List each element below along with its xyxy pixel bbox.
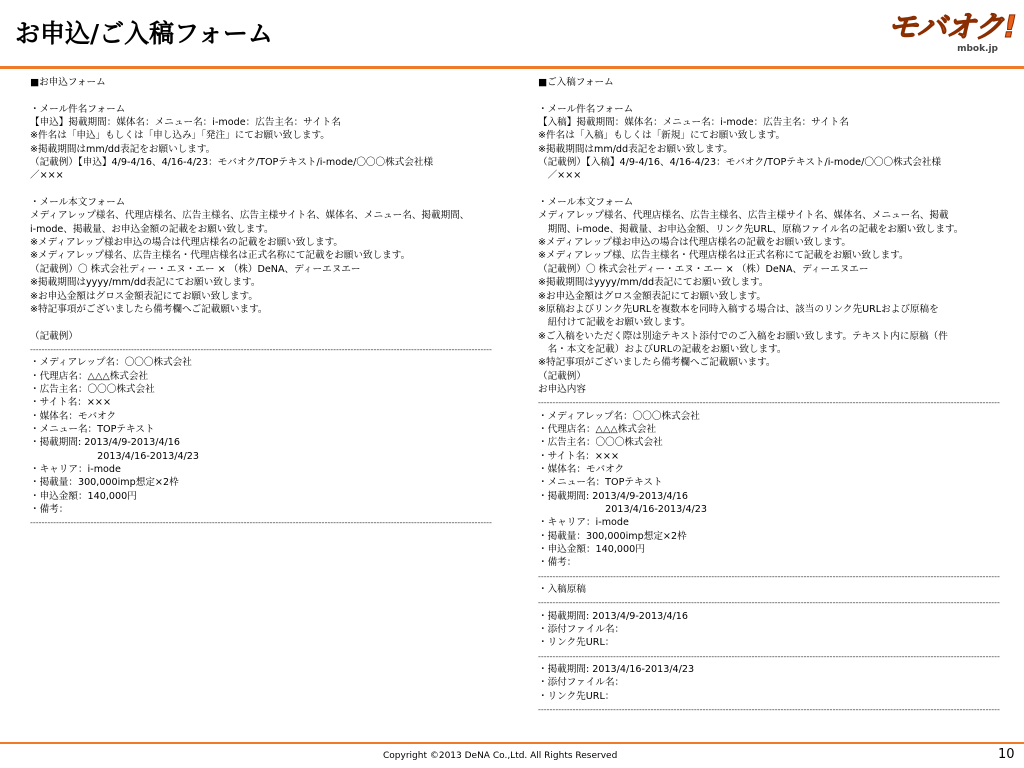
text-line: ・掲載期間: 2013/4/16-2013/4/23	[538, 664, 695, 676]
footer-divider	[0, 742, 1024, 744]
text-line: ・リンク先URL：	[538, 690, 615, 702]
text-line	[30, 183, 492, 196]
text-line: ・備考：	[30, 504, 69, 515]
text-line: ・申込金額：140,000円	[30, 490, 137, 502]
text-line: ・メニュー名：TOPテキスト	[30, 423, 155, 435]
text-line: ・リンク先URL：	[538, 637, 615, 649]
application-form-column	[30, 76, 492, 530]
dashed-separator: ----------------------------------------------------------------------------------------------------------------------------------------------------------------	[538, 571, 1000, 581]
mobaoku-logo	[876, 10, 1016, 64]
text-line: メディアレップ様名、代理店様名、広告主様名、広告主様サイト名、媒体名、メニュー名、掲載期間、	[30, 210, 470, 222]
text-line: 期間、i-mode、掲載量、お申込金額、リンク先URL、原稿ファイル名の記載をお願い致します。	[538, 223, 964, 235]
text-line: ・キャリア：i-mode	[538, 517, 629, 529]
text-line: ・代理店名：△△△株式会社	[30, 370, 149, 382]
text-line: ・メール件名フォーム	[538, 103, 634, 115]
text-line: 【申込】掲載期間：媒体名：メニュー名：i-mode：広告主名：サイト名	[30, 117, 341, 129]
text-line: ※掲載期間はyyyy/mm/dd表記にてお願い致します。	[538, 277, 769, 289]
text-line: 【入稿】掲載期間：媒体名：メニュー名：i-mode：広告主名：サイト名	[538, 117, 849, 129]
page-number: 10	[998, 747, 1015, 762]
text-line: ※原稿およびリンク先URLを複数本を同時入稿する場合は、該当のリンク先URLおよび原稿を	[538, 303, 939, 315]
text-line	[30, 316, 492, 329]
copyright-notice: Copyright ©2013 DeNA Co.,Ltd. All Rights Reserved	[383, 751, 618, 761]
text-line: 2013/4/16-2013/4/23	[538, 504, 708, 515]
text-line: ※メディアレップ様名、広告主様名・代理店様名は正式名称にて記載をお願い致します。	[30, 250, 411, 262]
text-line: ・広告主名：〇〇〇株式会社	[538, 437, 663, 449]
text-line: ・掲載期間: 2013/4/9-2013/4/16	[30, 437, 180, 449]
text-line: ・メール本文フォーム	[538, 197, 634, 209]
dashed-separator: ----------------------------------------------------------------------------------------------------------------------------------------------------------------	[538, 598, 1000, 608]
text-line	[538, 89, 1000, 102]
text-line: ・サイト名：×××	[30, 397, 112, 409]
dashed-separator: ----------------------------------------------------------------------------------------------------------------------------------------------------------------	[538, 651, 1000, 661]
text-line: ・掲載量：300,000imp想定×2枠	[538, 530, 687, 542]
text-line: 2013/4/16-2013/4/23	[30, 450, 200, 462]
text-line: ※特記事項がございましたら備考欄へご記載願います。	[538, 357, 776, 369]
text-line: ・入稿原稿	[538, 584, 586, 596]
text-line: ・サイト名：×××	[538, 450, 620, 462]
text-line: ・申込金額：140,000円	[538, 544, 645, 556]
text-line: ■お申込フォーム	[30, 77, 106, 88]
text-line: メディアレップ様名、代理店様名、広告主様名、広告主様サイト名、媒体名、メニュー名、掲載	[538, 210, 949, 222]
text-line: （記載例）	[538, 370, 586, 382]
page-title: お申込/ご入稿フォーム	[15, 19, 273, 48]
text-line: （記載例）【申込】4/9-4/16、4/16-4/23：モバオク/TOPテキスト/i-mode/〇〇〇株式会社様	[30, 157, 434, 169]
text-line: ／×××	[30, 170, 64, 182]
text-line: ・掲載期間: 2013/4/9-2013/4/16	[538, 610, 688, 622]
dashed-separator: ----------------------------------------------------------------------------------------------------------------------------------------------------------------	[538, 705, 1000, 715]
text-line: （記載例）〇 株式会社ディー・エヌ・エー × （株）DeNA、ディーエヌエー	[538, 263, 869, 275]
text-line: i-mode、掲載量、お申込金額の記載をお願い致します。	[30, 223, 274, 235]
text-line: ・メール本文フォーム	[30, 197, 126, 209]
text-line: ・掲載期間: 2013/4/9-2013/4/16	[538, 490, 688, 502]
text-line: ※メディアレップ様お申込の場合は代理店様名の記載をお願い致します。	[538, 237, 852, 249]
text-line: ・メディアレップ名：〇〇〇株式会社	[30, 357, 192, 369]
text-line: 名・本文を記載）およびURLの記載をお願い致します。	[538, 343, 787, 355]
text-line: （記載例）【入稿】4/9-4/16、4/16-4/23：モバオク/TOPテキスト/i-mode/〇〇〇株式会社様	[538, 157, 942, 169]
text-line: （記載例）	[30, 330, 78, 342]
text-line: （記載例）〇 株式会社ディー・エヌ・エー × （株）DeNA、ディーエヌエー	[30, 263, 361, 275]
text-line: ・キャリア：i-mode	[30, 463, 121, 475]
text-line	[30, 89, 492, 102]
text-line: 紐付けて記載をお願い致します。	[538, 317, 691, 329]
dashed-separator: ----------------------------------------------------------------------------------------------------------------------------------------------------------------	[538, 398, 1000, 408]
text-line: ※掲載期間はmm/dd表記をお願いします。	[30, 143, 216, 155]
text-line: ・添付ファイル名：	[538, 624, 625, 636]
text-line: ※メディアレップ様、広告主様名・代理店様名は正式名称にて記載をお願い致します。	[538, 250, 909, 262]
logo-wordmark: モバオク!	[887, 10, 1016, 45]
text-line: ・備考：	[538, 557, 577, 569]
text-line: ※掲載期間はyyyy/mm/dd表記にてお願い致します。	[30, 277, 261, 289]
text-line: ・媒体名：モバオク	[30, 410, 117, 422]
text-line: ※メディアレップ様お申込の場合は代理店様名の記載をお願い致します。	[30, 237, 344, 249]
text-line: ／×××	[538, 170, 582, 182]
text-line: ・添付ファイル名：	[538, 677, 625, 689]
text-line: ■ご入稿フォーム	[538, 77, 614, 88]
text-line: お申込内容	[538, 383, 586, 395]
text-line	[538, 183, 1000, 196]
text-line: ※特記事項がございましたら備考欄へご記載願います。	[30, 303, 268, 315]
text-line: ・メール件名フォーム	[30, 103, 126, 115]
text-line: ・媒体名：モバオク	[538, 463, 625, 475]
header-divider	[0, 66, 1024, 69]
text-line: ※お申込金額はグロス金額表記にてお願い致します。	[538, 290, 766, 302]
text-line: ※件名は「申込」もしくは「申し込み」「発注」にてお願い致します。	[30, 130, 330, 142]
text-line: ・メディアレップ名：〇〇〇株式会社	[538, 410, 700, 422]
text-line: ※お申込金額はグロス金額表記にてお願い致します。	[30, 290, 258, 302]
text-line: ・メニュー名：TOPテキスト	[538, 477, 663, 489]
submission-form-column	[538, 76, 1000, 717]
dashed-separator: ----------------------------------------------------------------------------------------------------------------------------------------------------------------	[30, 344, 492, 354]
text-line: ※ご入稿をいただく際は別途テキスト添付でのご入稿をお願い致します。テキスト内に原稿（件	[538, 330, 948, 342]
dashed-separator: ----------------------------------------------------------------------------------------------------------------------------------------------------------------	[30, 518, 492, 528]
text-line: ・代理店名：△△△株式会社	[538, 423, 657, 435]
text-line: ・掲載量：300,000imp想定×2枠	[30, 477, 179, 489]
text-line: ※掲載期間はmm/dd表記をお願い致します。	[538, 143, 733, 155]
text-line: ※件名は「入稿」もしくは「新規」にてお願い致します。	[538, 130, 786, 142]
text-line: ・広告主名：〇〇〇株式会社	[30, 383, 155, 395]
logo-domain: mbok.jp	[957, 44, 998, 54]
